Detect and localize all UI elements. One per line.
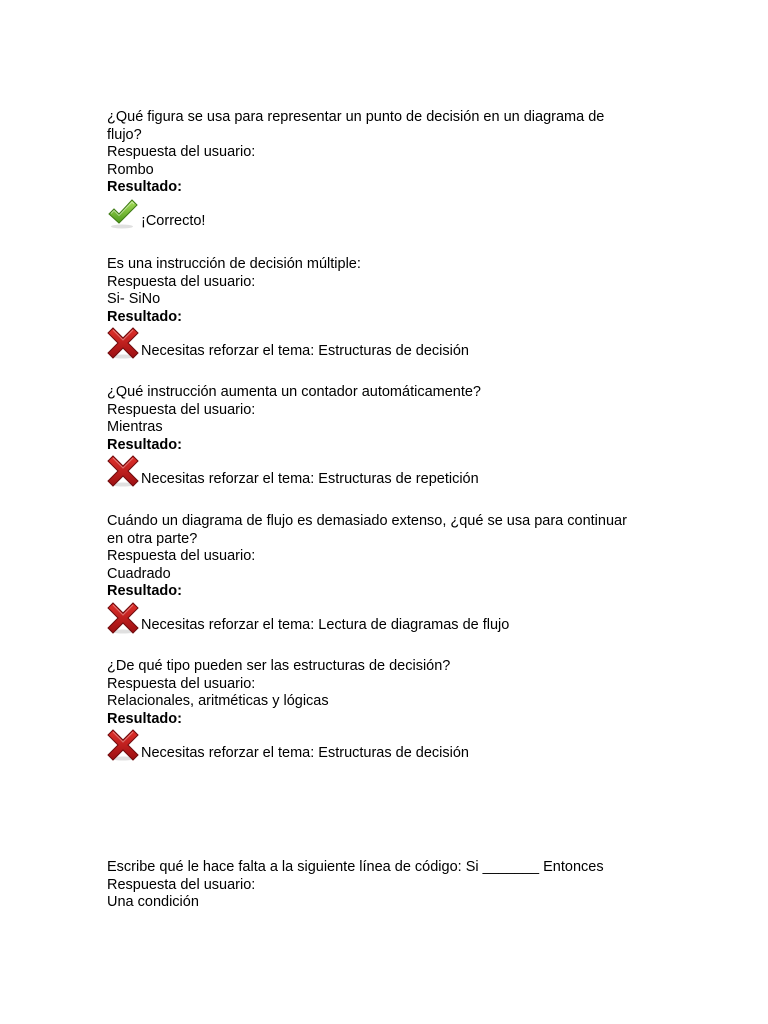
user-answer-text: Relacionales, aritméticas y lógicas [107,693,329,710]
user-answer-label: Respuesta del usuario: [107,876,256,893]
question-text-line: flujo? [107,126,142,143]
quiz-item-5 [107,658,667,765]
question-text-line: ¿De qué tipo pueden ser las estructuras de decisión? [107,658,451,674]
result-row [107,198,667,234]
question-text-line: Cuándo un diagrama de flujo es demasiado extenso, ¿qué se usa para continuar [107,513,627,529]
quiz-item-4 [107,513,667,638]
user-answer-text: Mientras [107,419,163,436]
result-feedback: ¡Correcto! [141,213,206,230]
user-answer-label: Respuesta del usuario: [107,273,256,290]
cross-icon [107,602,139,634]
check-icon [107,198,139,230]
result-label: Resultado: [107,436,182,453]
user-answer-label: Respuesta del usuario: [107,401,256,418]
result-feedback: Necesitas reforzar el tema: Estructuras de repetición [141,470,479,487]
result-row [107,729,667,765]
user-answer-text: Si- SiNo [107,291,161,308]
question-text-line: ¿Qué figura se usa para representar un punto de decisión en un diagrama de [107,109,605,125]
result-feedback: Necesitas reforzar el tema: Estructuras de decisión [141,342,469,359]
result-row [107,327,667,363]
question-text-line: Escribe qué le hace falta a la siguiente línea de código: Si _______ Entonces [107,859,604,875]
result-row [107,455,667,491]
user-answer-text: Una condición [107,894,199,911]
quiz-item-2 [107,256,667,363]
user-answer-text: Rombo [107,161,154,178]
question-text-line: Es una instrucción de decisión múltiple: [107,256,361,272]
result-label: Resultado: [107,179,182,196]
user-answer-label: Respuesta del usuario: [107,675,256,692]
result-label: Resultado: [107,710,182,727]
cross-icon [107,729,139,761]
result-label: Resultado: [107,583,182,600]
quiz-item-1 [107,109,667,234]
result-label: Resultado: [107,308,182,325]
user-answer-label: Respuesta del usuario: [107,548,256,565]
result-feedback: Necesitas reforzar el tema: Estructuras de decisión [141,744,469,761]
user-answer-text: Cuadrado [107,565,171,582]
question-text-line: en otra parte? [107,530,198,547]
quiz-item-3 [107,384,667,491]
result-row [107,602,667,638]
quiz-item-6 [107,859,667,912]
result-feedback: Necesitas reforzar el tema: Lectura de diagramas de flujo [141,617,510,634]
cross-icon [107,455,139,487]
cross-icon [107,327,139,359]
question-text-line: ¿Qué instrucción aumenta un contador automáticamente? [107,384,481,400]
user-answer-label: Respuesta del usuario: [107,144,256,161]
